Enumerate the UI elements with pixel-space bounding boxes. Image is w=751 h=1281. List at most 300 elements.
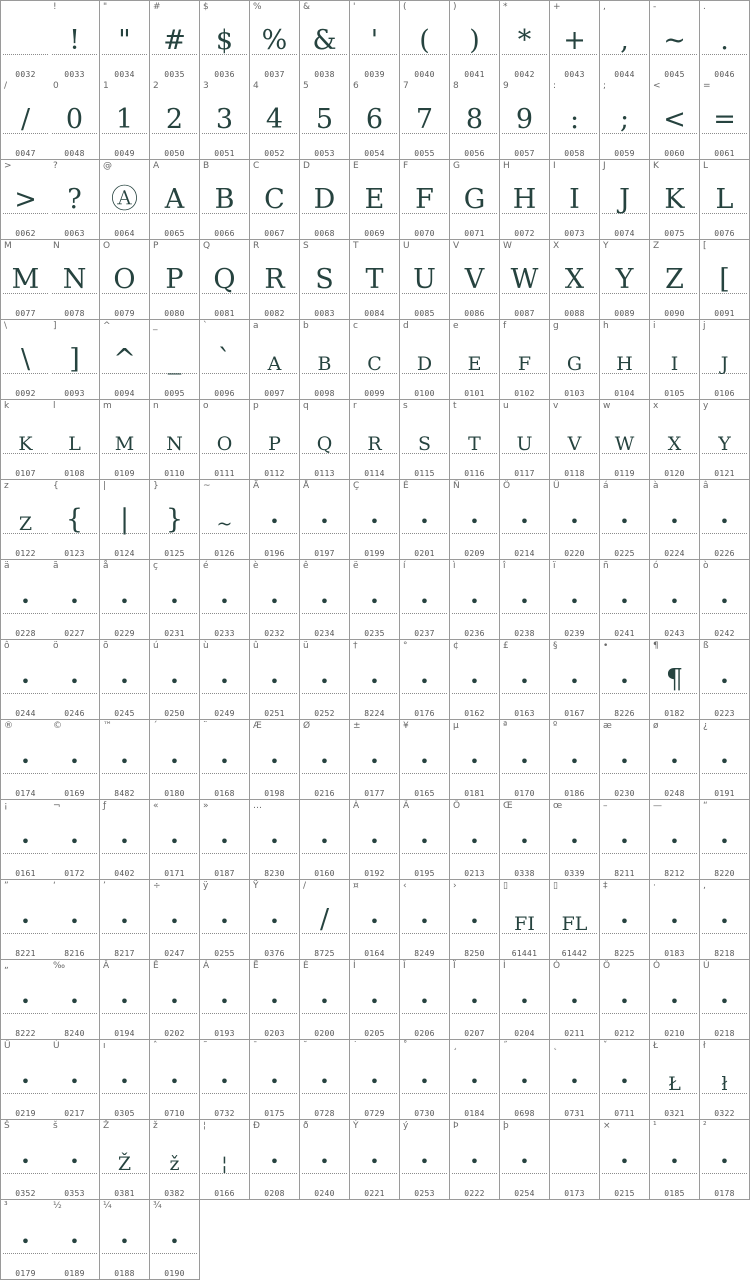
- glyph-cell[interactable]: [400, 400, 450, 480]
- glyph-cell[interactable]: [650, 560, 700, 640]
- glyph-cell[interactable]: [700, 320, 750, 400]
- glyph-cell[interactable]: [400, 880, 450, 960]
- cell-character-label: Ù: [53, 1041, 60, 1051]
- glyph-cell[interactable]: [100, 720, 150, 800]
- glyph-cell[interactable]: [0, 960, 51, 1040]
- glyph-cell[interactable]: [550, 1040, 600, 1120]
- glyph-cell[interactable]: [50, 1040, 100, 1120]
- glyph-cell[interactable]: [650, 1120, 700, 1200]
- glyph-cell[interactable]: [700, 1120, 750, 1200]
- missing-glyph-dot: •: [369, 672, 380, 691]
- glyph-cell[interactable]: [550, 560, 600, 640]
- glyph-cell[interactable]: [150, 1200, 200, 1280]
- glyph-cell[interactable]: [350, 320, 400, 400]
- glyph-cell[interactable]: [200, 880, 250, 960]
- glyph-cell[interactable]: [700, 880, 750, 960]
- glyph-cell[interactable]: [500, 1120, 550, 1200]
- cell-code-label: 0188: [114, 1269, 135, 1278]
- glyph-preview: (: [419, 25, 430, 56]
- glyph-cell[interactable]: [550, 400, 600, 480]
- glyph-cell[interactable]: [300, 720, 350, 800]
- cell-code-label: 0042: [514, 70, 535, 79]
- glyph-cell[interactable]: [350, 800, 400, 880]
- glyph-cell[interactable]: [400, 800, 450, 880]
- glyph-cell[interactable]: [700, 480, 750, 560]
- glyph-cell[interactable]: [550, 0, 600, 81]
- glyph-cell[interactable]: [300, 0, 350, 81]
- cell-character-label: ‡: [603, 881, 608, 891]
- missing-glyph-dot: •: [419, 592, 430, 611]
- glyph-cell[interactable]: [150, 80, 200, 160]
- glyph-cell[interactable]: [300, 160, 350, 240]
- glyph-cell[interactable]: [350, 480, 400, 560]
- glyph-cell[interactable]: [350, 1120, 400, 1200]
- glyph-cell[interactable]: [450, 80, 500, 160]
- glyph-cell[interactable]: [350, 400, 400, 480]
- cell-character-label: ²: [703, 1121, 707, 1131]
- glyph-cell[interactable]: [600, 240, 650, 320]
- glyph-cell[interactable]: [150, 400, 200, 480]
- glyph-cell[interactable]: [350, 1040, 400, 1120]
- glyph-preview: B: [214, 184, 235, 215]
- cell-character-label: ò: [703, 561, 709, 571]
- glyph-cell[interactable]: [150, 960, 200, 1040]
- cell-code-label: 0060: [664, 149, 685, 158]
- glyph-cell[interactable]: [600, 560, 650, 640]
- glyph-cell[interactable]: [150, 480, 200, 560]
- glyph-cell[interactable]: [600, 480, 650, 560]
- glyph-cell[interactable]: [400, 1120, 450, 1200]
- cell-code-label: 0186: [564, 789, 585, 798]
- glyph-cell[interactable]: [600, 0, 650, 81]
- glyph-cell[interactable]: [300, 800, 350, 880]
- glyph-cell[interactable]: [700, 240, 750, 320]
- glyph-cell[interactable]: [450, 0, 500, 81]
- glyph-cell[interactable]: [200, 560, 250, 640]
- glyph-preview: [550, 1140, 599, 1180]
- glyph-cell[interactable]: [0, 0, 51, 81]
- glyph-cell[interactable]: [550, 800, 600, 880]
- cell-code-label: 0254: [514, 1189, 535, 1198]
- cell-code-label: 0069: [364, 229, 385, 238]
- glyph-cell[interactable]: [700, 640, 750, 720]
- glyph-cell[interactable]: [550, 480, 600, 560]
- glyph-cell[interactable]: [50, 800, 100, 880]
- cell-character-label: .: [703, 2, 706, 12]
- glyph-cell[interactable]: [500, 800, 550, 880]
- glyph-cell[interactable]: [350, 240, 400, 320]
- glyph-cell[interactable]: [650, 160, 700, 240]
- glyph-cell[interactable]: [500, 960, 550, 1040]
- glyph-cell[interactable]: [700, 720, 750, 800]
- glyph-cell[interactable]: [600, 720, 650, 800]
- glyph-cell[interactable]: [600, 160, 650, 240]
- glyph-cell[interactable]: [50, 400, 100, 480]
- glyph-cell[interactable]: [250, 160, 300, 240]
- glyph-cell[interactable]: [450, 640, 500, 720]
- cell-code-label: 0189: [64, 1269, 85, 1278]
- cell-character-label: M: [4, 241, 12, 251]
- glyph-cell[interactable]: [0, 80, 51, 160]
- cell-character-label: Ł: [653, 1041, 659, 1051]
- glyph-cell[interactable]: [650, 240, 700, 320]
- glyph-cell[interactable]: [450, 400, 500, 480]
- glyph-cell[interactable]: [550, 960, 600, 1040]
- cell-character-label: v: [553, 401, 559, 411]
- glyph-cell[interactable]: [350, 720, 400, 800]
- glyph-cell[interactable]: [50, 1200, 100, 1280]
- glyph-cell[interactable]: [50, 880, 100, 960]
- glyph-cell[interactable]: [150, 0, 200, 81]
- glyph-cell[interactable]: [550, 160, 600, 240]
- glyph-preview: P: [165, 264, 184, 295]
- glyph-cell[interactable]: [700, 400, 750, 480]
- missing-glyph-dot: •: [20, 1072, 31, 1091]
- glyph-cell[interactable]: [0, 800, 51, 880]
- cell-character-label: “: [703, 801, 708, 811]
- glyph-cell[interactable]: [300, 560, 350, 640]
- glyph-preview: ): [469, 25, 480, 56]
- glyph-cell[interactable]: [250, 480, 300, 560]
- glyph-cell[interactable]: [200, 800, 250, 880]
- glyph-cell[interactable]: [400, 640, 450, 720]
- glyph-cell[interactable]: [700, 80, 750, 160]
- glyph-cell[interactable]: [600, 1040, 650, 1120]
- glyph-cell[interactable]: [650, 480, 700, 560]
- glyph-preview: T: [468, 433, 481, 455]
- cell-code-label: 0046: [714, 70, 735, 79]
- glyph-cell[interactable]: [200, 1040, 250, 1120]
- glyph-cell[interactable]: [350, 880, 400, 960]
- glyph-cell[interactable]: [650, 960, 700, 1040]
- glyph-cell[interactable]: [600, 640, 650, 720]
- cell-code-label: 0087: [514, 309, 535, 318]
- cell-character-label: Ô: [603, 961, 611, 971]
- glyph-cell[interactable]: [400, 320, 450, 400]
- glyph-cell[interactable]: [500, 240, 550, 320]
- missing-glyph-dot: •: [169, 1232, 180, 1251]
- glyph-cell[interactable]: [400, 560, 450, 640]
- glyph-cell[interactable]: [100, 960, 150, 1040]
- glyph-cell[interactable]: [50, 320, 100, 400]
- cell-character-label: ®: [4, 721, 13, 731]
- missing-glyph-dot: •: [119, 1072, 130, 1091]
- glyph-cell[interactable]: [350, 960, 400, 1040]
- glyph-cell[interactable]: [450, 720, 500, 800]
- glyph-cell[interactable]: [500, 0, 550, 81]
- glyph-cell[interactable]: [600, 320, 650, 400]
- glyph-cell[interactable]: [650, 720, 700, 800]
- glyph-cell[interactable]: [0, 720, 51, 800]
- glyph-cell[interactable]: [600, 400, 650, 480]
- glyph-cell[interactable]: [350, 80, 400, 160]
- glyph-cell[interactable]: [250, 400, 300, 480]
- cell-character-label: Á: [203, 961, 210, 971]
- cell-code-label: 0048: [64, 149, 85, 158]
- glyph-cell[interactable]: [550, 1120, 600, 1200]
- glyph-cell[interactable]: [250, 80, 300, 160]
- glyph-cell[interactable]: [0, 1120, 51, 1200]
- glyph-cell[interactable]: [350, 160, 400, 240]
- glyph-cell[interactable]: [150, 1040, 200, 1120]
- glyph-cell[interactable]: [450, 1120, 500, 1200]
- glyph-cell[interactable]: [50, 640, 100, 720]
- glyph-cell[interactable]: [200, 960, 250, 1040]
- glyph-cell[interactable]: [550, 240, 600, 320]
- glyph-cell[interactable]: [300, 880, 350, 960]
- glyph-cell[interactable]: [150, 240, 200, 320]
- glyph-cell[interactable]: [0, 560, 51, 640]
- missing-glyph-dot: •: [719, 512, 730, 531]
- glyph-cell[interactable]: [550, 880, 600, 960]
- glyph-cell[interactable]: [600, 960, 650, 1040]
- glyph-cell[interactable]: [100, 640, 150, 720]
- glyph-cell[interactable]: [100, 80, 150, 160]
- glyph-preview: ;: [619, 104, 630, 135]
- glyph-cell[interactable]: [250, 800, 300, 880]
- glyph-cell[interactable]: [700, 800, 750, 880]
- glyph-cell[interactable]: [450, 960, 500, 1040]
- glyph-cell[interactable]: [600, 1120, 650, 1200]
- glyph-preview: 3: [215, 104, 234, 135]
- glyph-cell[interactable]: [650, 80, 700, 160]
- cell-code-label: 0059: [614, 149, 635, 158]
- glyph-preview: 6: [365, 104, 384, 135]
- glyph-cell[interactable]: [250, 960, 300, 1040]
- glyph-cell[interactable]: [0, 1200, 51, 1280]
- glyph-cell[interactable]: [350, 0, 400, 81]
- glyph-cell[interactable]: [50, 80, 100, 160]
- glyph-preview: G: [566, 353, 583, 375]
- glyph-cell[interactable]: [150, 640, 200, 720]
- glyph-cell[interactable]: [450, 240, 500, 320]
- glyph-cell[interactable]: [400, 240, 450, 320]
- cell-code-label: 0213: [464, 869, 485, 878]
- glyph-cell[interactable]: [400, 1040, 450, 1120]
- cell-code-label: 0075: [664, 229, 685, 238]
- glyph-cell[interactable]: [400, 960, 450, 1040]
- glyph-cell[interactable]: [50, 0, 100, 81]
- glyph-cell[interactable]: [300, 640, 350, 720]
- glyph-cell[interactable]: [400, 0, 450, 81]
- glyph-cell[interactable]: [450, 320, 500, 400]
- glyph-cell[interactable]: [200, 80, 250, 160]
- glyph-cell[interactable]: [350, 560, 400, 640]
- glyph-cell[interactable]: [50, 720, 100, 800]
- cell-character-label: B: [203, 161, 210, 171]
- glyph-cell[interactable]: [500, 80, 550, 160]
- glyph-cell[interactable]: [0, 880, 51, 960]
- glyph-cell[interactable]: [150, 1120, 200, 1200]
- cell-code-label: 8225: [614, 949, 635, 958]
- glyph-cell[interactable]: [300, 400, 350, 480]
- glyph-cell[interactable]: [100, 1200, 150, 1280]
- glyph-cell[interactable]: [250, 320, 300, 400]
- glyph-cell[interactable]: [50, 480, 100, 560]
- glyph-cell[interactable]: [150, 560, 200, 640]
- glyph-cell[interactable]: [200, 400, 250, 480]
- glyph-cell[interactable]: [500, 1040, 550, 1120]
- cell-code-label: 0085: [414, 309, 435, 318]
- glyph-cell[interactable]: [500, 720, 550, 800]
- glyph-cell[interactable]: [550, 640, 600, 720]
- glyph-cell[interactable]: [0, 640, 51, 720]
- missing-glyph-dot: •: [619, 512, 630, 531]
- glyph-cell[interactable]: [300, 1120, 350, 1200]
- glyph-cell[interactable]: [450, 160, 500, 240]
- glyph-cell[interactable]: [250, 880, 300, 960]
- glyph-cell[interactable]: [250, 0, 300, 81]
- glyph-cell[interactable]: [500, 640, 550, 720]
- glyph-cell[interactable]: [0, 400, 51, 480]
- missing-glyph-dot: •: [269, 1152, 280, 1171]
- glyph-cell[interactable]: [100, 480, 150, 560]
- glyph-cell[interactable]: [100, 880, 150, 960]
- glyph-cell[interactable]: [100, 800, 150, 880]
- glyph-cell[interactable]: [100, 0, 150, 81]
- glyph-cell[interactable]: [600, 80, 650, 160]
- glyph-cell[interactable]: [650, 800, 700, 880]
- glyph-cell[interactable]: [50, 160, 100, 240]
- cell-code-label: 0216: [314, 789, 335, 798]
- glyph-cell[interactable]: [500, 400, 550, 480]
- glyph-cell[interactable]: [700, 160, 750, 240]
- cell-code-label: 0382: [164, 1189, 185, 1198]
- glyph-cell[interactable]: [650, 1040, 700, 1120]
- glyph-preview: 8: [465, 104, 484, 135]
- cell-code-label: 0105: [664, 389, 685, 398]
- glyph-cell[interactable]: [150, 800, 200, 880]
- glyph-cell[interactable]: [550, 320, 600, 400]
- glyph-preview: 0: [65, 104, 84, 135]
- glyph-cell[interactable]: [250, 1120, 300, 1200]
- glyph-cell[interactable]: [450, 560, 500, 640]
- glyph-cell[interactable]: [200, 0, 250, 81]
- glyph-cell[interactable]: [150, 160, 200, 240]
- glyph-cell[interactable]: [100, 560, 150, 640]
- glyph-cell[interactable]: [0, 480, 51, 560]
- glyph-cell[interactable]: [50, 1120, 100, 1200]
- glyph-cell[interactable]: [450, 880, 500, 960]
- glyph-cell[interactable]: [700, 960, 750, 1040]
- glyph-cell[interactable]: [500, 480, 550, 560]
- glyph-cell[interactable]: [200, 480, 250, 560]
- glyph-cell[interactable]: [650, 0, 700, 81]
- cell-character-label: å: [103, 561, 109, 571]
- glyph-cell[interactable]: [250, 640, 300, 720]
- glyph-cell[interactable]: [200, 320, 250, 400]
- glyph-cell[interactable]: [450, 1040, 500, 1120]
- glyph-cell[interactable]: [250, 240, 300, 320]
- cell-code-label: 8240: [64, 1029, 85, 1038]
- glyph-cell[interactable]: [300, 80, 350, 160]
- glyph-cell[interactable]: [100, 400, 150, 480]
- cell-code-label: 0698: [514, 1109, 535, 1118]
- glyph-cell[interactable]: [0, 240, 51, 320]
- glyph-cell[interactable]: [200, 640, 250, 720]
- glyph-cell[interactable]: [200, 720, 250, 800]
- glyph-cell[interactable]: [200, 160, 250, 240]
- glyph-cell[interactable]: [250, 1040, 300, 1120]
- glyph-cell[interactable]: [300, 1040, 350, 1120]
- glyph-cell[interactable]: [300, 960, 350, 1040]
- glyph-cell[interactable]: [50, 960, 100, 1040]
- glyph-cell[interactable]: [0, 160, 51, 240]
- glyph-cell[interactable]: [500, 320, 550, 400]
- glyph-cell[interactable]: [150, 880, 200, 960]
- glyph-cell[interactable]: [500, 560, 550, 640]
- cell-character-label: >: [4, 161, 12, 171]
- cell-character-label: 0: [53, 81, 59, 91]
- glyph-cell[interactable]: [150, 320, 200, 400]
- cell-code-label: 0071: [464, 229, 485, 238]
- glyph-cell[interactable]: [400, 80, 450, 160]
- glyph-cell[interactable]: [300, 480, 350, 560]
- glyph-cell[interactable]: [250, 560, 300, 640]
- cell-character-label: ï: [553, 561, 556, 571]
- glyph-cell[interactable]: [400, 720, 450, 800]
- glyph-cell[interactable]: [100, 160, 150, 240]
- glyph-cell[interactable]: [100, 1120, 150, 1200]
- missing-glyph-dot: •: [469, 912, 480, 931]
- glyph-cell[interactable]: [0, 320, 51, 400]
- glyph-cell[interactable]: [650, 880, 700, 960]
- glyph-cell[interactable]: [50, 240, 100, 320]
- cell-character-label: f: [503, 321, 507, 331]
- glyph-cell[interactable]: [500, 880, 550, 960]
- glyph-preview: I: [569, 184, 580, 215]
- glyph-cell[interactable]: [50, 560, 100, 640]
- glyph-cell[interactable]: [700, 0, 750, 81]
- glyph-cell[interactable]: [250, 720, 300, 800]
- glyph-cell[interactable]: [450, 480, 500, 560]
- glyph-cell[interactable]: [350, 640, 400, 720]
- glyph-cell[interactable]: [100, 240, 150, 320]
- cell-code-label: 0305: [114, 1109, 135, 1118]
- glyph-cell[interactable]: [500, 160, 550, 240]
- glyph-cell[interactable]: [300, 320, 350, 400]
- glyph-cell[interactable]: [550, 80, 600, 160]
- cell-character-label: ▯: [503, 881, 508, 891]
- glyph-cell[interactable]: [600, 880, 650, 960]
- glyph-cell[interactable]: [650, 400, 700, 480]
- glyph-cell[interactable]: [550, 720, 600, 800]
- glyph-cell[interactable]: [100, 320, 150, 400]
- glyph-cell[interactable]: [400, 480, 450, 560]
- glyph-cell[interactable]: [700, 560, 750, 640]
- glyph-cell[interactable]: [650, 640, 700, 720]
- glyph-cell[interactable]: [700, 1040, 750, 1120]
- glyph-cell[interactable]: [100, 1040, 150, 1120]
- glyph-cell[interactable]: [450, 800, 500, 880]
- glyph-cell[interactable]: [200, 1120, 250, 1200]
- missing-glyph-dot: •: [569, 512, 580, 531]
- cell-character-label: ‚: [703, 881, 706, 891]
- glyph-preview: E: [364, 184, 385, 215]
- missing-glyph-dot: •: [69, 672, 80, 691]
- glyph-preview: N: [166, 433, 183, 455]
- cell-code-label: 0091: [714, 309, 735, 318]
- glyph-cell[interactable]: [300, 240, 350, 320]
- glyph-cell[interactable]: [600, 800, 650, 880]
- glyph-cell[interactable]: [650, 320, 700, 400]
- glyph-cell[interactable]: [200, 240, 250, 320]
- cell-character-label: Đ: [253, 1121, 260, 1131]
- glyph-cell[interactable]: [400, 160, 450, 240]
- cell-code-label: 8216: [64, 949, 85, 958]
- glyph-cell[interactable]: [0, 1040, 51, 1120]
- glyph-cell[interactable]: [150, 720, 200, 800]
